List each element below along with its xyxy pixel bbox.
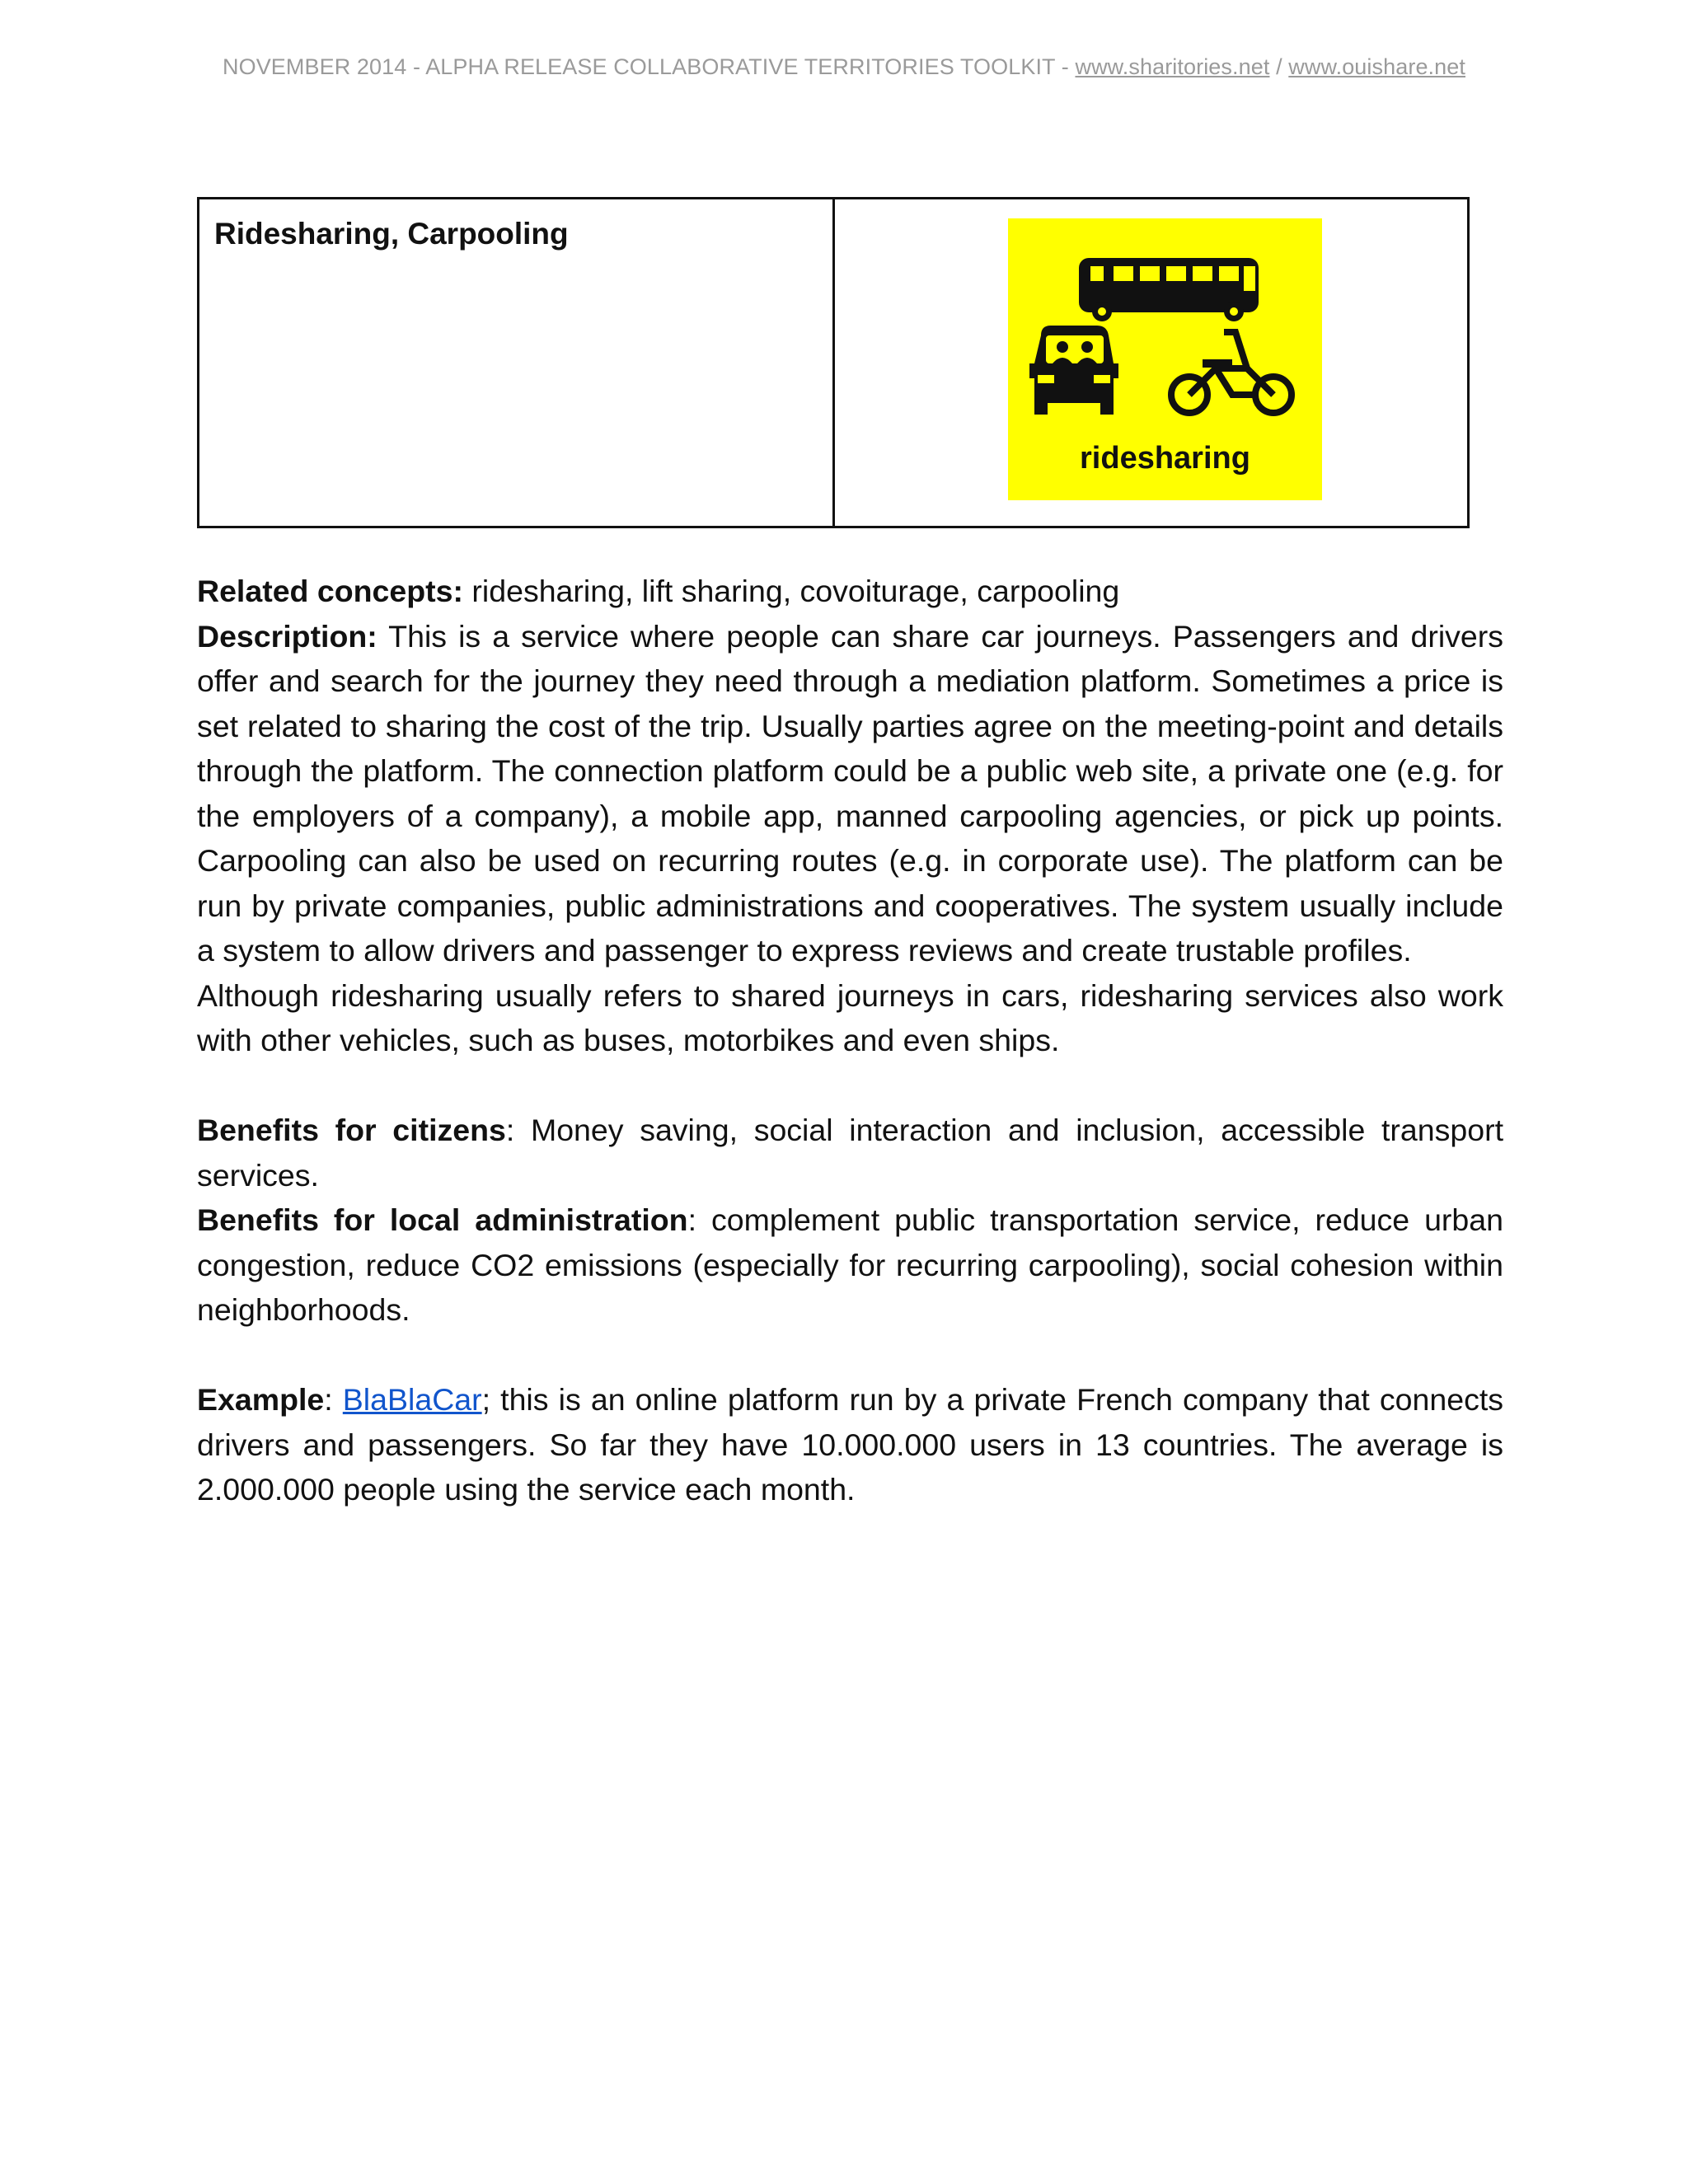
example-text: ; this is an online platform run by a private French company that connects drivers and passengers. So far they have 10.000.000 users in 13 countries. The average is 2.000.000 people using the service each month. xyxy=(197,1382,1503,1507)
spacer xyxy=(197,1333,1503,1378)
benefits-citizens-label: Benefits for citizens xyxy=(197,1113,506,1147)
blablacar-link[interactable]: BlaBlaCar xyxy=(342,1382,482,1417)
benefits-citizens xyxy=(197,1108,1503,1197)
description-text: This is a service where people can share car journeys. Passengers and drivers offer and search for the journey they need through a mediation platform. Sometimes a price is set related to sharing the cost of the trip. Usually parties agree on the meeting-point and details through the platform. The connection platform could be a public web site, a private one (e.g. for the employers of a company), a mobile app, manned carpooling agencies, or pick up points. Carpooling can also be used on recurring routes (e.g. in corporate use). The platform can be run by private companies, public administrations and cooperatives. The system usually include a system to allow drivers and passenger to express reviews and create trustable profiles. xyxy=(197,618,1503,968)
header-separator: / xyxy=(1269,54,1289,79)
card-image-cell xyxy=(835,199,1467,526)
example-label: Example xyxy=(197,1382,325,1417)
main-content xyxy=(197,569,1503,1512)
benefits-admin-text: : complement public transportation service, reduce urban congestion, reduce CO2 emissions (especially for recurring carpooling), social cohesion within neighborhoods. xyxy=(197,1202,1503,1327)
card-title: Ridesharing, Carpooling xyxy=(214,217,569,251)
car-icon xyxy=(1029,326,1118,415)
sign-label: ridesharing xyxy=(1080,441,1250,476)
sharitories-link[interactable]: www.sharitories.net xyxy=(1075,54,1270,79)
benefits-admin-label: Benefits for local administration xyxy=(197,1202,688,1237)
motorbike-icon xyxy=(1171,332,1292,413)
related-label: Related concepts: xyxy=(197,574,463,608)
description xyxy=(197,614,1503,973)
header-text: NOVEMBER 2014 - ALPHA RELEASE COLLABORATIVE TERRITORIES TOOLKIT - xyxy=(223,54,1076,79)
benefits-admin xyxy=(197,1197,1503,1333)
concept-card xyxy=(197,197,1470,528)
ridesharing-sign-image xyxy=(1008,218,1322,500)
related-concepts xyxy=(197,569,1503,614)
page-header xyxy=(0,54,1688,80)
benefits-citizens-text: : Money saving, social interaction and inclusion, accessible transport services. xyxy=(197,1113,1503,1193)
description-label: Description: xyxy=(197,618,377,654)
spacer xyxy=(197,1063,1503,1108)
example-colon: : xyxy=(324,1382,343,1417)
card-title-cell xyxy=(199,199,835,526)
bus-icon xyxy=(1079,258,1259,321)
ouishare-link[interactable]: www.ouishare.net xyxy=(1288,54,1465,79)
description-extra: Although ridesharing usually refers to shared journeys in cars, ridesharing services also work with other vehicles, such as buses, motorbikes and even ships. xyxy=(197,977,1503,1057)
related-text: ridesharing, lift sharing, covoiturage, carpooling xyxy=(463,574,1120,608)
example xyxy=(197,1377,1503,1512)
